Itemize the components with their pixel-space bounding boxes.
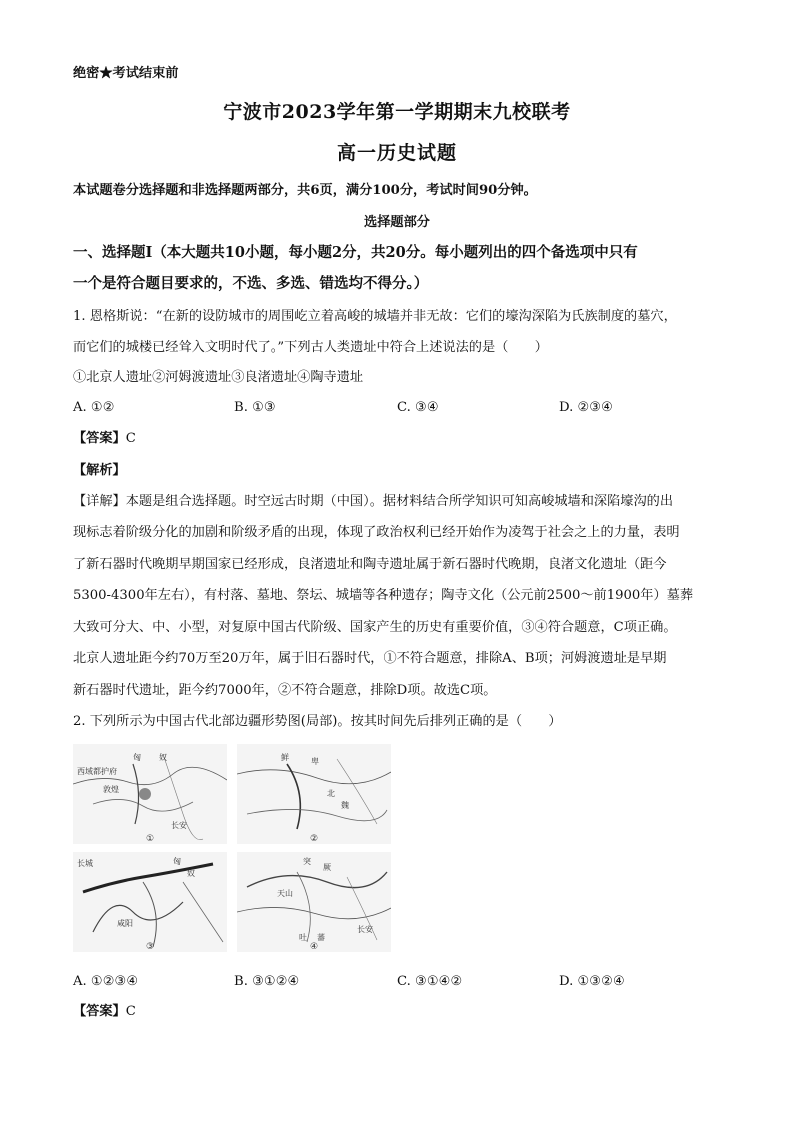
map-4 — [237, 852, 391, 952]
map-3-label-1: 匈 — [173, 857, 181, 866]
map-1-label-2: 奴 — [159, 753, 167, 762]
q1-stem-line-2: 而它们的城楼已经耸入文明时代了。”下列古人类遗址中符合上述说法的是（ ） — [73, 340, 548, 355]
q1-option-c: C. ③④ — [397, 400, 439, 415]
q2-map-grid — [73, 744, 391, 956]
q2-option-a: A. ①②③④ — [73, 974, 139, 989]
map-1-label-3: 敦煌 — [103, 785, 119, 794]
map-4-number: ④ — [309, 942, 319, 952]
map-2-label-1: 鲜 — [281, 753, 289, 762]
q1-detail-line-3: 了新石器时代晚期早期国家已经形成，良渚遗址和陶寺遗址属于新石器时代晚期，良渚文化遗址（距今 — [73, 557, 667, 572]
map-1 — [73, 744, 227, 844]
q2-option-d: D. ①③②④ — [559, 974, 625, 989]
map-3-label-2: 奴 — [187, 869, 195, 878]
map-2-label-3: 北 — [327, 789, 335, 798]
q1-answer — [73, 429, 136, 449]
map-3-number: ③ — [145, 942, 155, 952]
map-2-label-2: 卑 — [311, 757, 319, 766]
exam-title: 宁波市2023学年第一学期期末九校联考 — [223, 101, 571, 123]
q2-option-b: B. ③①②④ — [234, 974, 300, 989]
map-2-label-4: 魏 — [341, 801, 349, 810]
map-4-label-6: 蕃 — [317, 933, 325, 942]
map-4-label-1: 突 — [303, 857, 311, 866]
q1-option-a: A. ①② — [73, 400, 115, 415]
map-4-label-2: 厥 — [323, 863, 331, 872]
q1-analysis-label: 【解析】 — [73, 463, 126, 478]
answer-label: 【答案】 — [73, 431, 126, 446]
section-name: 选择题部分 — [364, 215, 430, 230]
map-1-label-1: 匈 — [133, 753, 141, 762]
exam-intro: 本试题卷分选择题和非选择题两部分，共6页，满分100分，考试时间90分钟。 — [73, 183, 537, 198]
q2-option-c: C. ③①④② — [397, 974, 463, 989]
q2-answer — [73, 1002, 136, 1022]
q2-stem: 2. 下列所示为中国古代北部边疆形势图(局部)。按其时间先后排列正确的是（ ） — [73, 714, 562, 729]
section-instruction-1: 一、选择题Ⅰ（本大题共10小题，每小题2分，共20分。每小题列出的四个备选项中只有 — [73, 244, 638, 261]
q1-detail-line-5: 大致可分大、中、小型，对复原中国古代阶级、国家产生的历史有重要价值，③④符合题意，C项正确。 — [73, 620, 677, 635]
secret-label: 绝密★考试结束前 — [73, 66, 179, 81]
map-2 — [237, 744, 391, 844]
map-1-label-5: 长安 — [171, 821, 187, 830]
q1-detail-line-4: 5300-4300年左右），有村落、墓地、祭坛、城墙等各种遗存；陶寺文化（公元前2500～前1900年）墓葬 — [73, 588, 694, 603]
map-4-label-4: 长安 — [357, 925, 373, 934]
map-4-label-5: 吐 — [299, 933, 307, 942]
q1-detail-line-6: 北京人遗址距今约70万至20万年，属于旧石器时代，①不符合题意，排除A、B项；河姆渡遗址是早期 — [73, 651, 667, 666]
section-instruction-2: 一个是符合题目要求的，不选、多选、错选均不得分。） — [73, 275, 429, 292]
q1-detail-line-7: 新石器时代遗址，距今约7000年，②不符合题意，排除D项。故选C项。 — [73, 683, 497, 698]
map-4-label-3: 天山 — [277, 889, 293, 898]
map-1-number: ① — [145, 834, 155, 844]
q1-detail-line-2: 现标志着阶级分化的加剧和阶级矛盾的出现，体现了政治权利已经开始作为凌驾于社会之上的力量，表明 — [73, 525, 680, 540]
map-3-label-4: 长城 — [77, 859, 93, 868]
map-2-number: ② — [309, 834, 319, 844]
exam-subtitle: 高一历史试题 — [336, 142, 457, 164]
q1-stem-line-1: 1. 恩格斯说：“在新的设防城市的周围屹立着高峻的城墙并非无故：它们的壕沟深陷为氏族制度的墓穴， — [73, 309, 677, 324]
map-1-label-4: 西域都护府 — [77, 767, 117, 776]
q1-option-b: B. ①③ — [234, 400, 276, 415]
answer-value: C — [125, 431, 136, 446]
map-3 — [73, 852, 227, 952]
q1-option-d: D. ②③④ — [559, 400, 613, 415]
map-3-label-3: 咸阳 — [117, 919, 133, 928]
q1-items: ①北京人遗址②河姆渡遗址③良渚遗址④陶寺遗址 — [73, 370, 364, 385]
q1-detail-line-1: 【详解】本题是组合选择题。时空远古时期（中国）。据材料结合所学知识可知高峻城墙和深陷壕沟的出 — [73, 494, 674, 509]
answer-label: 【答案】 — [73, 1004, 126, 1019]
answer-value: C — [125, 1004, 136, 1019]
